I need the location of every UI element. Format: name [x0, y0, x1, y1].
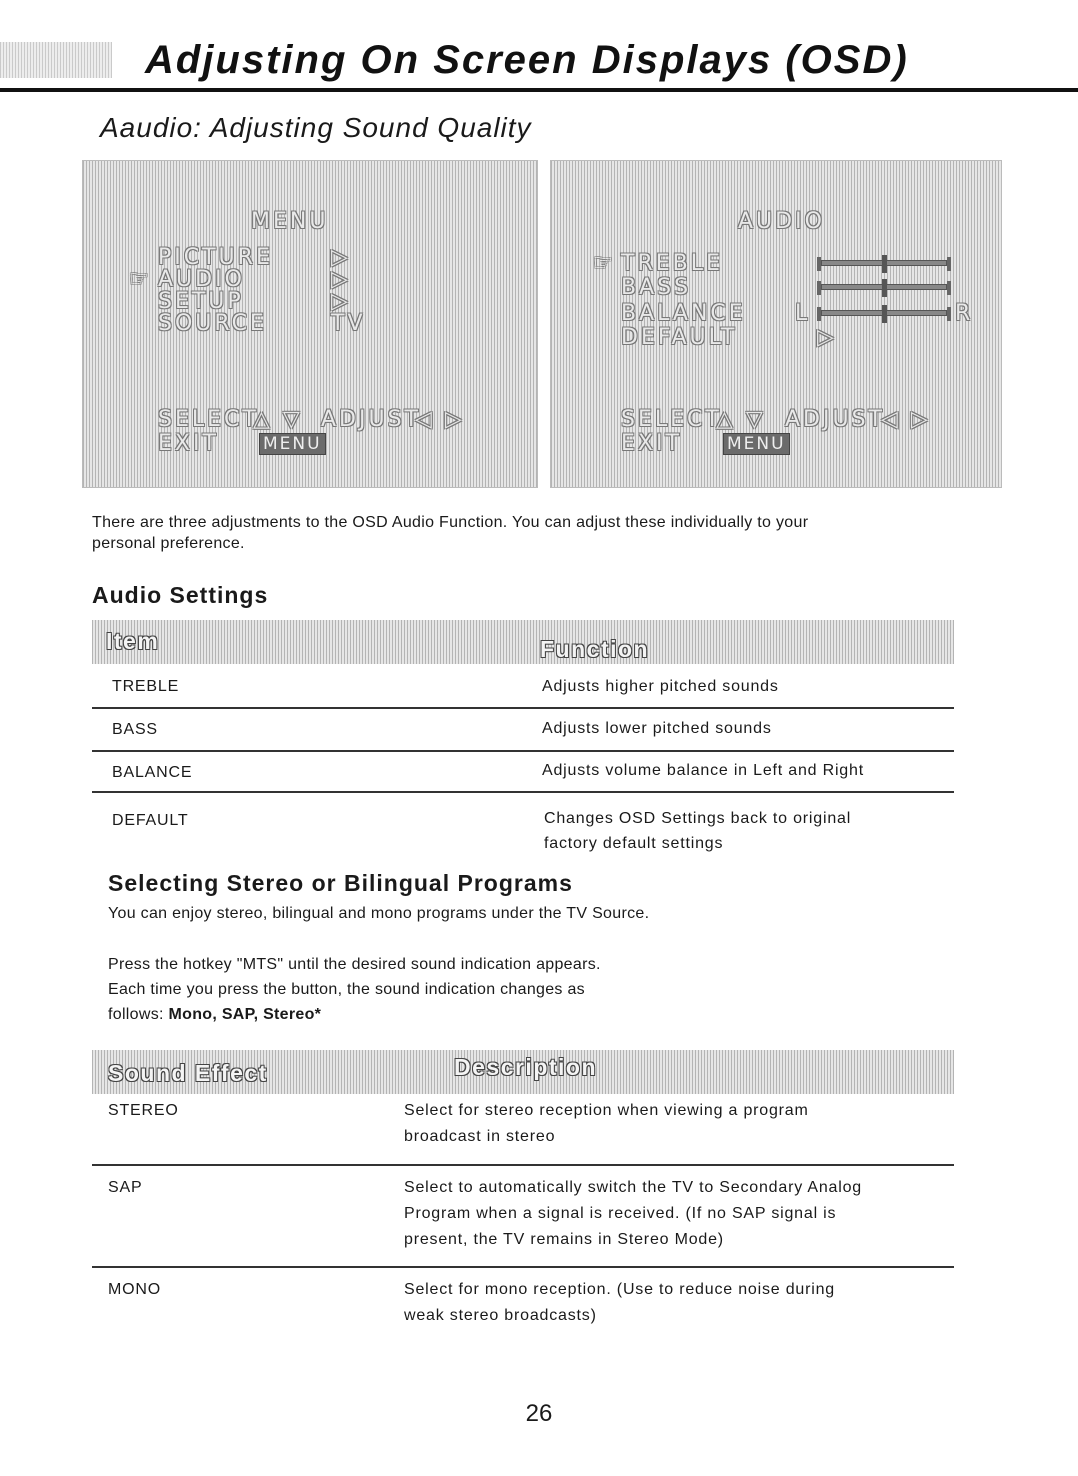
title-decoration: [0, 42, 112, 78]
osd-menu-key: MENU: [723, 433, 790, 455]
stereo-line: [108, 1004, 321, 1025]
column-header-sound-effect: Sound Effect: [108, 1060, 268, 1086]
table-cell-function: Adjusts higher pitched sounds: [542, 678, 779, 695]
table-cell-description: broadcast in stereo: [404, 1128, 556, 1145]
table-cell-effect: MONO: [108, 1281, 161, 1298]
audio-settings-heading: Audio Settings: [92, 582, 269, 608]
table-cell-description: Select for mono reception. (Use to reduce noise during: [404, 1281, 835, 1298]
table-row-divider: [92, 1164, 954, 1166]
table-cell-item: BALANCE: [112, 764, 193, 781]
osd-menu-key: MENU: [259, 433, 326, 455]
table-row-divider: [92, 750, 954, 752]
table-row-divider: [92, 707, 954, 709]
column-header-item: Item: [106, 628, 160, 654]
stereo-heading: Selecting Stereo or Bilingual Programs: [108, 870, 573, 896]
balance-right-label: R: [955, 301, 974, 326]
osd-left-right-arrows-icon: ◁ ▷: [881, 407, 931, 432]
audio-settings-table-header: [92, 620, 954, 664]
slider-knob: [882, 279, 887, 297]
page-title: Adjusting On Screen Displays (OSD): [145, 38, 909, 82]
balance-slider: [817, 307, 951, 321]
page-subtitle: Aaudio: Adjusting Sound Quality: [100, 112, 532, 143]
osd-menu-item-audio: AUDIO: [158, 267, 245, 292]
intro-paragraph: [92, 512, 1032, 554]
osd-up-down-arrows-icon: △ ▽: [716, 407, 766, 432]
sound-effect-table-header: [92, 1050, 954, 1094]
table-cell-description: weak stereo broadcasts): [404, 1307, 597, 1324]
column-header-function: Function: [540, 636, 650, 662]
table-cell-effect: SAP: [108, 1179, 143, 1196]
table-cell-description: Program when a signal is received. (If no SAP signal is: [404, 1205, 837, 1222]
osd-audio-screen: [550, 160, 1002, 488]
osd-audio-item-bass: BASS: [621, 275, 692, 300]
table-cell-description: present, the TV remains in Stereo Mode): [404, 1231, 724, 1248]
intro-line: personal preference.: [92, 535, 245, 552]
table-cell-effect: STEREO: [108, 1102, 179, 1119]
stereo-line: Press the hotkey "MTS" until the desired sound indication appears.: [108, 956, 601, 973]
osd-menu-arrow-icon: ▷: [331, 289, 351, 314]
column-header-description: Description: [454, 1054, 598, 1080]
osd-up-down-arrows-icon: △ ▽: [253, 407, 303, 432]
osd-audio-item-treble: TREBLE: [621, 251, 723, 276]
slider-knob: [882, 305, 887, 323]
stereo-line: Each time you press the button, the sound indication changes as: [108, 981, 585, 998]
table-row-divider: [92, 1266, 954, 1268]
osd-pointer-icon: ☞: [593, 251, 616, 276]
osd-menu-source-value: TV: [331, 311, 366, 336]
osd-menu-item-source: SOURCE: [158, 311, 267, 336]
osd-menu-heading: MENU: [251, 209, 329, 234]
osd-audio-item-balance: BALANCE: [621, 301, 746, 326]
table-cell-function: Adjusts volume balance in Left and Right: [542, 762, 864, 779]
osd-menu-item-setup: SETUP: [158, 289, 244, 314]
table-cell-function: Changes OSD Settings back to original: [544, 810, 852, 827]
table-cell-function: factory default settings: [544, 835, 724, 852]
slider-end: [947, 281, 951, 295]
osd-left-right-arrows-icon: ◁ ▷: [415, 407, 465, 432]
table-cell-function: Adjusts lower pitched sounds: [542, 720, 772, 737]
table-row-divider: [92, 791, 954, 793]
stereo-line: You can enjoy stereo, bilingual and mono programs under the TV Source.: [108, 905, 650, 922]
stereo-follows-prefix: follows:: [108, 1006, 169, 1023]
osd-select-label: SELECT: [158, 407, 259, 432]
balance-left-label: L: [795, 301, 811, 326]
table-cell-description: Select to automatically switch the TV to Secondary Analog: [404, 1179, 862, 1196]
osd-menu-arrow-icon: ▷: [331, 267, 351, 292]
osd-menu-item-picture: PICTURE: [158, 245, 273, 270]
slider-knob: [882, 255, 887, 273]
page-number: 26: [525, 1400, 553, 1427]
slider-end: [947, 307, 951, 321]
table-cell-item: DEFAULT: [112, 812, 189, 829]
osd-menu-screen: [82, 160, 538, 488]
bass-slider: [817, 281, 951, 295]
osd-pointer-icon: ☞: [129, 267, 152, 292]
osd-adjust-label: ADJUST: [785, 407, 885, 432]
osd-menu-arrow-icon: ▷: [817, 325, 837, 350]
table-cell-description: Select for stereo reception when viewing a program: [404, 1102, 809, 1119]
table-cell-item: BASS: [112, 721, 158, 738]
sound-mode-sequence: Mono, SAP, Stereo*: [168, 1006, 322, 1023]
osd-audio-item-default: DEFAULT: [621, 325, 738, 350]
osd-exit-label: EXIT: [621, 431, 682, 456]
osd-audio-heading: AUDIO: [738, 209, 825, 234]
title-rule: [0, 88, 1078, 92]
intro-line: There are three adjustments to the OSD Audio Function. You can adjust these individually to your: [92, 514, 809, 531]
treble-slider: [817, 257, 951, 271]
osd-menu-arrow-icon: ▷: [331, 245, 351, 270]
osd-exit-label: EXIT: [158, 431, 219, 456]
osd-select-label: SELECT: [621, 407, 722, 432]
slider-end: [947, 257, 951, 271]
osd-adjust-label: ADJUST: [321, 407, 421, 432]
table-cell-item: TREBLE: [112, 678, 180, 695]
